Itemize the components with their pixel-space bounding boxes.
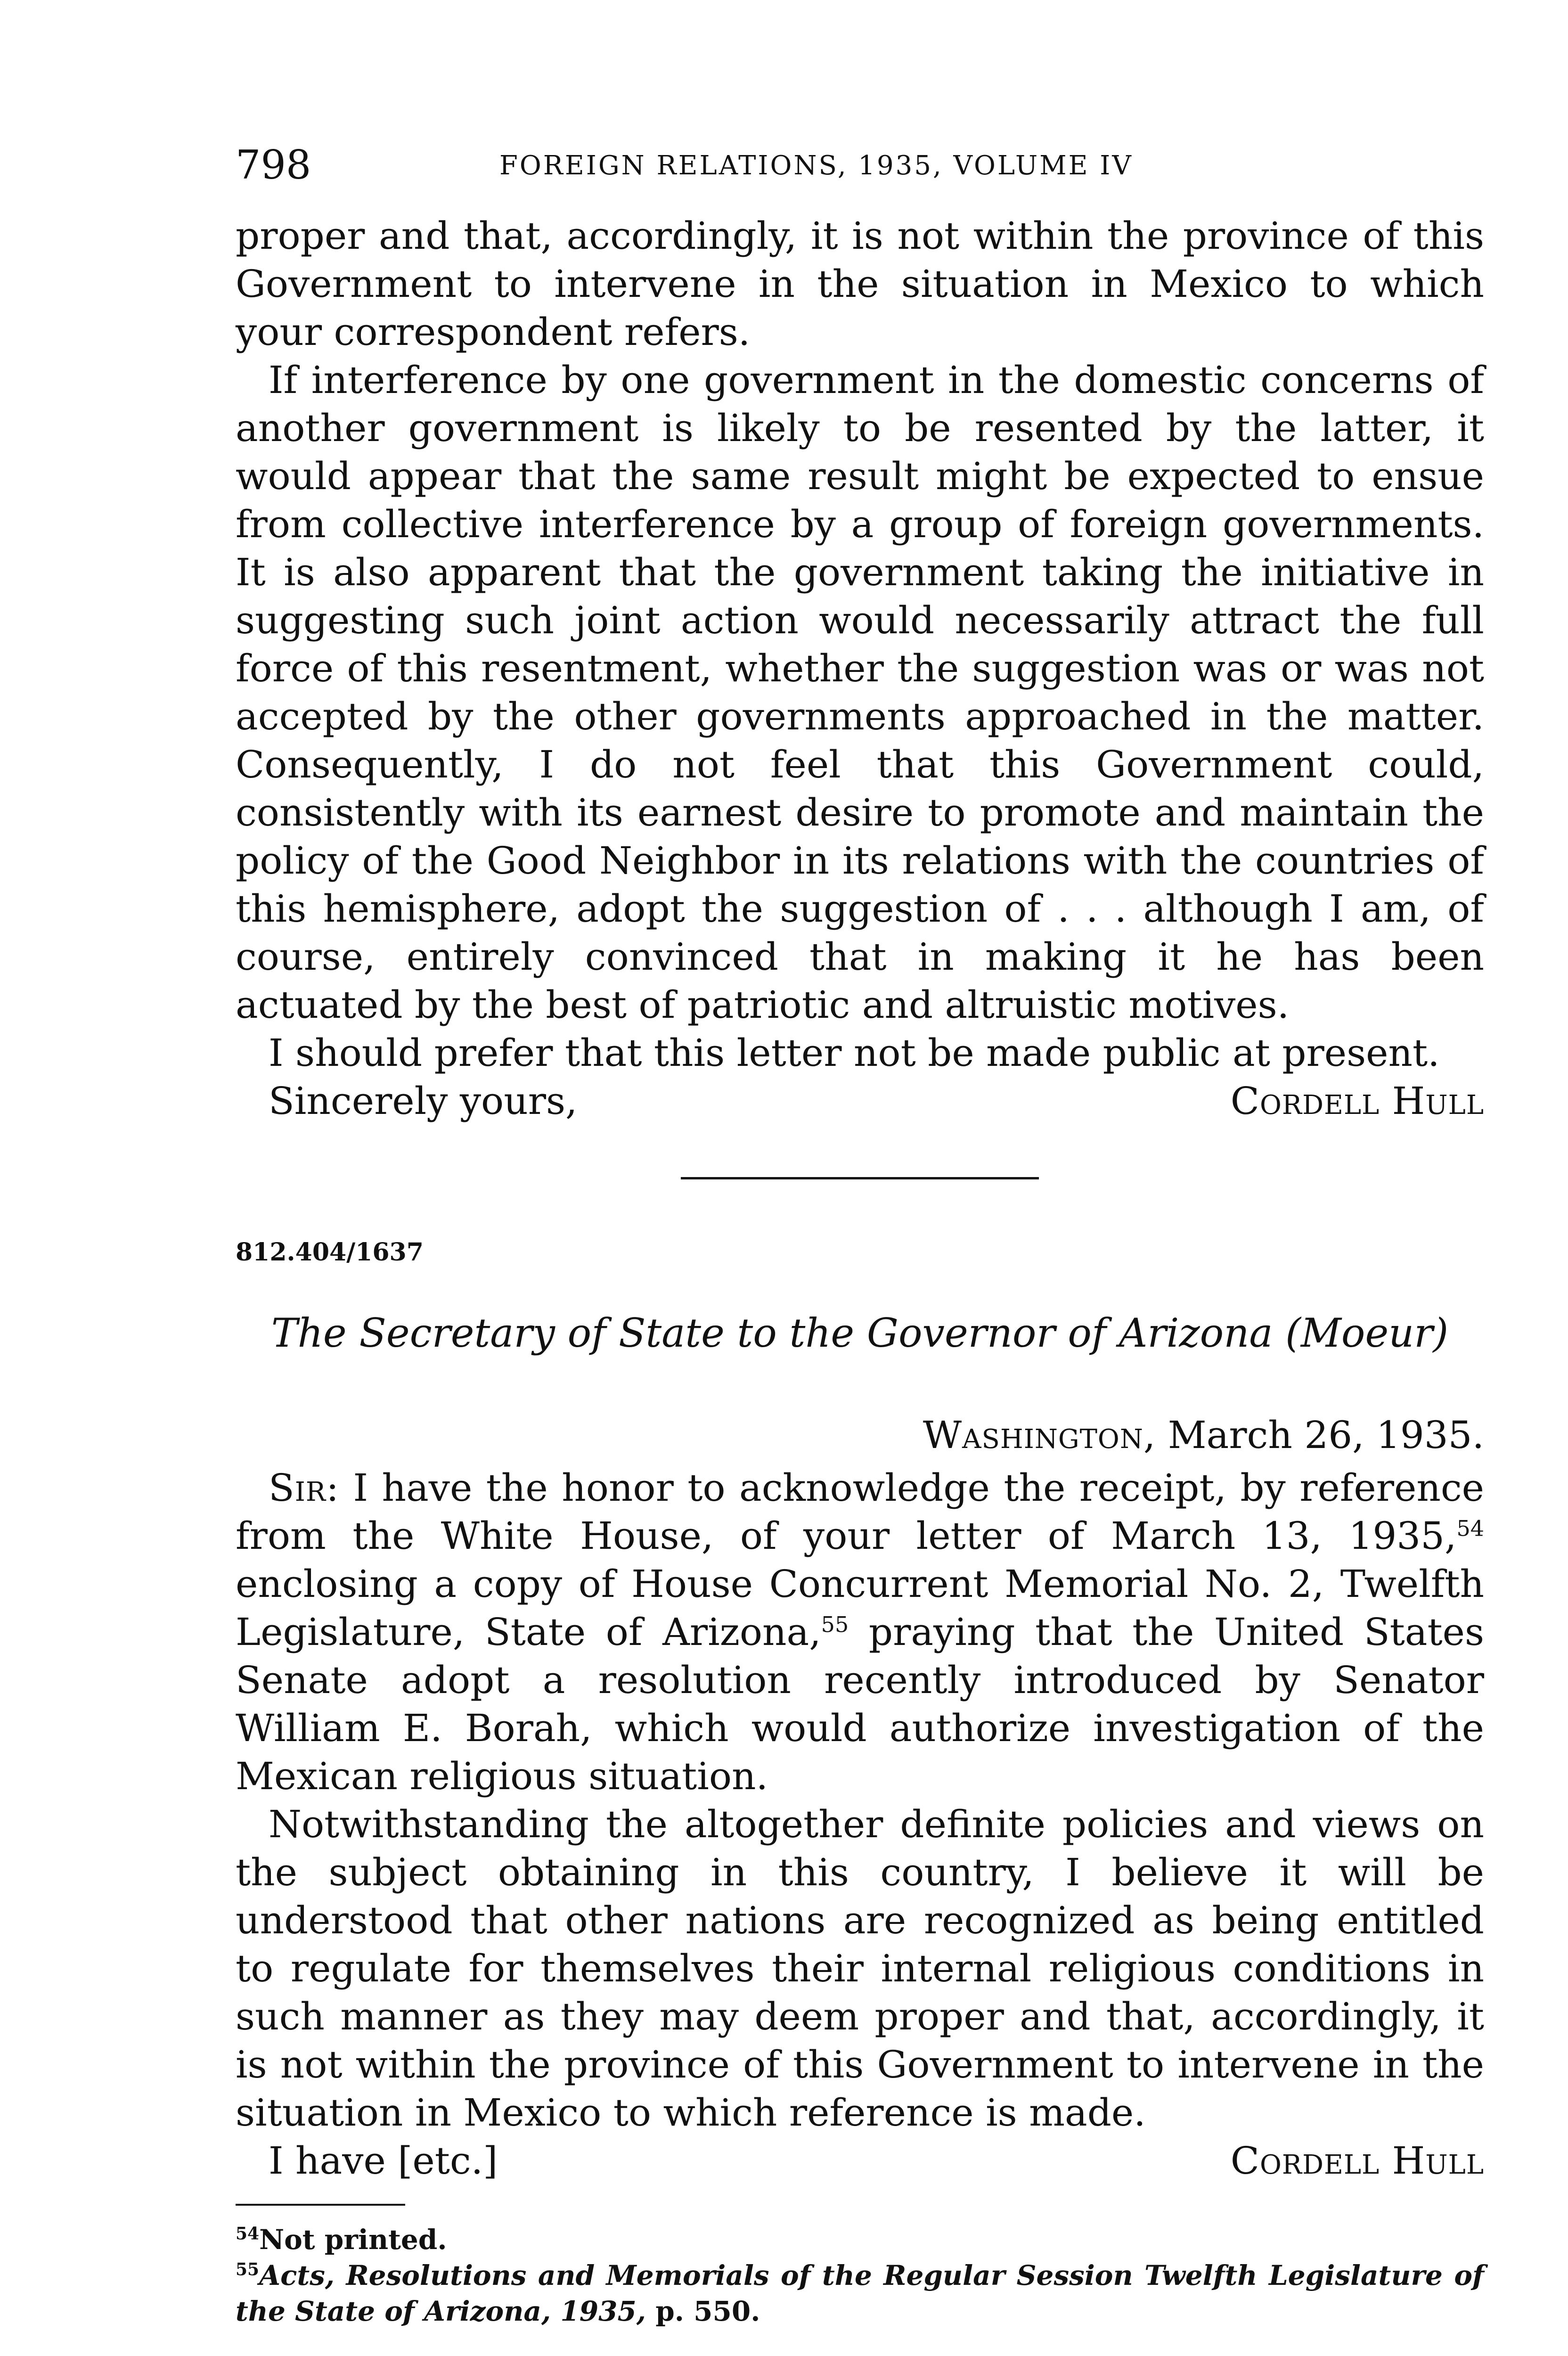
letter2-para1-part2: enclosing a copy of House Concurrent Memorial No. 2, Twelfth Legislature, State of Arizona,	[236, 1562, 1484, 1654]
footnote-55-mark: 55	[236, 2259, 260, 2280]
footnote-ref-55[interactable]: 55	[821, 1612, 849, 1637]
letter1-signature-line	[236, 1077, 1484, 1125]
page-body	[236, 212, 1484, 2329]
footnote-55-title: Acts, Resolutions and Memorials of the Regular Session Twelfth Legislature of the State of Arizona, 1935,	[236, 2259, 1484, 2327]
letter2-paragraph-2: Notwithstanding the altogether definite policies and views on the subject obtaining in this country, I believe it will be understood that other nations are recognized as being entitled to regulate for themselves their internal religious conditions in such manner as they may deem proper and that, accordingly, it is not within the province of this Government to intervene in the situation in Mexico to which reference is made.	[236, 1802, 1484, 2135]
running-head: FOREIGN RELATIONS, 1935, VOLUME IV	[499, 150, 1133, 181]
footnote-55-page: p. 550.	[655, 2295, 760, 2327]
dateline	[236, 1411, 1484, 1459]
footnotes	[236, 2222, 1484, 2329]
letter2-para1-part3: praying that the United States Senate adopt a resolution recently introduced by Senator William E. Borah, which would authorize investigation of the Mexican religious situation.	[236, 1610, 1485, 1798]
page-header	[236, 137, 1484, 193]
letter2-closing: I have [etc.]	[269, 2139, 498, 2183]
dateline-date: March 26, 1935.	[1168, 1413, 1484, 1457]
letter2-signature: Cordell Hull	[1230, 2139, 1484, 2183]
footnote-54-text: Not printed.	[259, 2224, 447, 2256]
letter1-signature: Cordell Hull	[1230, 1079, 1484, 1123]
letter2-para1-part1: I have the honor to acknowledge the receipt, by reference from the White House, of your letter of March 13, 1935,	[236, 1466, 1484, 1558]
section-divider	[681, 1177, 1039, 1179]
page-number: 798	[236, 142, 311, 188]
footnote-ref-54[interactable]: 54	[1456, 1515, 1484, 1541]
footnote-divider	[236, 2204, 405, 2206]
letter1-prefer-paragraph: I should prefer that this letter not be made public at present.	[269, 1031, 1440, 1075]
file-number: 812.404/1637	[236, 1238, 424, 1267]
letter1-closing: Sincerely yours,	[269, 1079, 578, 1123]
letter2-paragraph-1	[236, 1464, 1484, 1800]
dateline-place: Washington,	[923, 1413, 1156, 1457]
footnote-54	[236, 2222, 1484, 2258]
footnote-54-mark: 54	[236, 2224, 260, 2244]
letter1-interference-paragraph: If interference by one government in the domestic concerns of another government is likely to be resented by the latter, it would appear that the same result might be expected to ensue from collective interference by a group of foreign governments. It is also apparent that the government taking the initiative in suggesting such joint action would necessarily attract the full force of this resentment, whether the suggestion was or was not accepted by the other governments approached in the matter. Consequently, I do not feel that this Government could, consistently with its earnest desire to promote and maintain the policy of the Good Neighbor in its relations with the countries of this hemisphere, adopt the suggestion of . . . although I am, of course, entirely convinced that in making it he has been actuated by the best of patriotic and altruistic motives.	[236, 358, 1484, 1027]
document-title: The Secretary of State to the Governor of Arizona (Moeur)	[271, 1310, 1449, 1356]
letter2-signature-line	[236, 2137, 1484, 2185]
footnote-55	[236, 2258, 1484, 2329]
salutation: Sir:	[269, 1466, 340, 1510]
letter1-continued-paragraph: proper and that, accordingly, it is not within the province of this Government to intervene in the situation in Mexico to which your correspondent refers.	[236, 214, 1484, 354]
